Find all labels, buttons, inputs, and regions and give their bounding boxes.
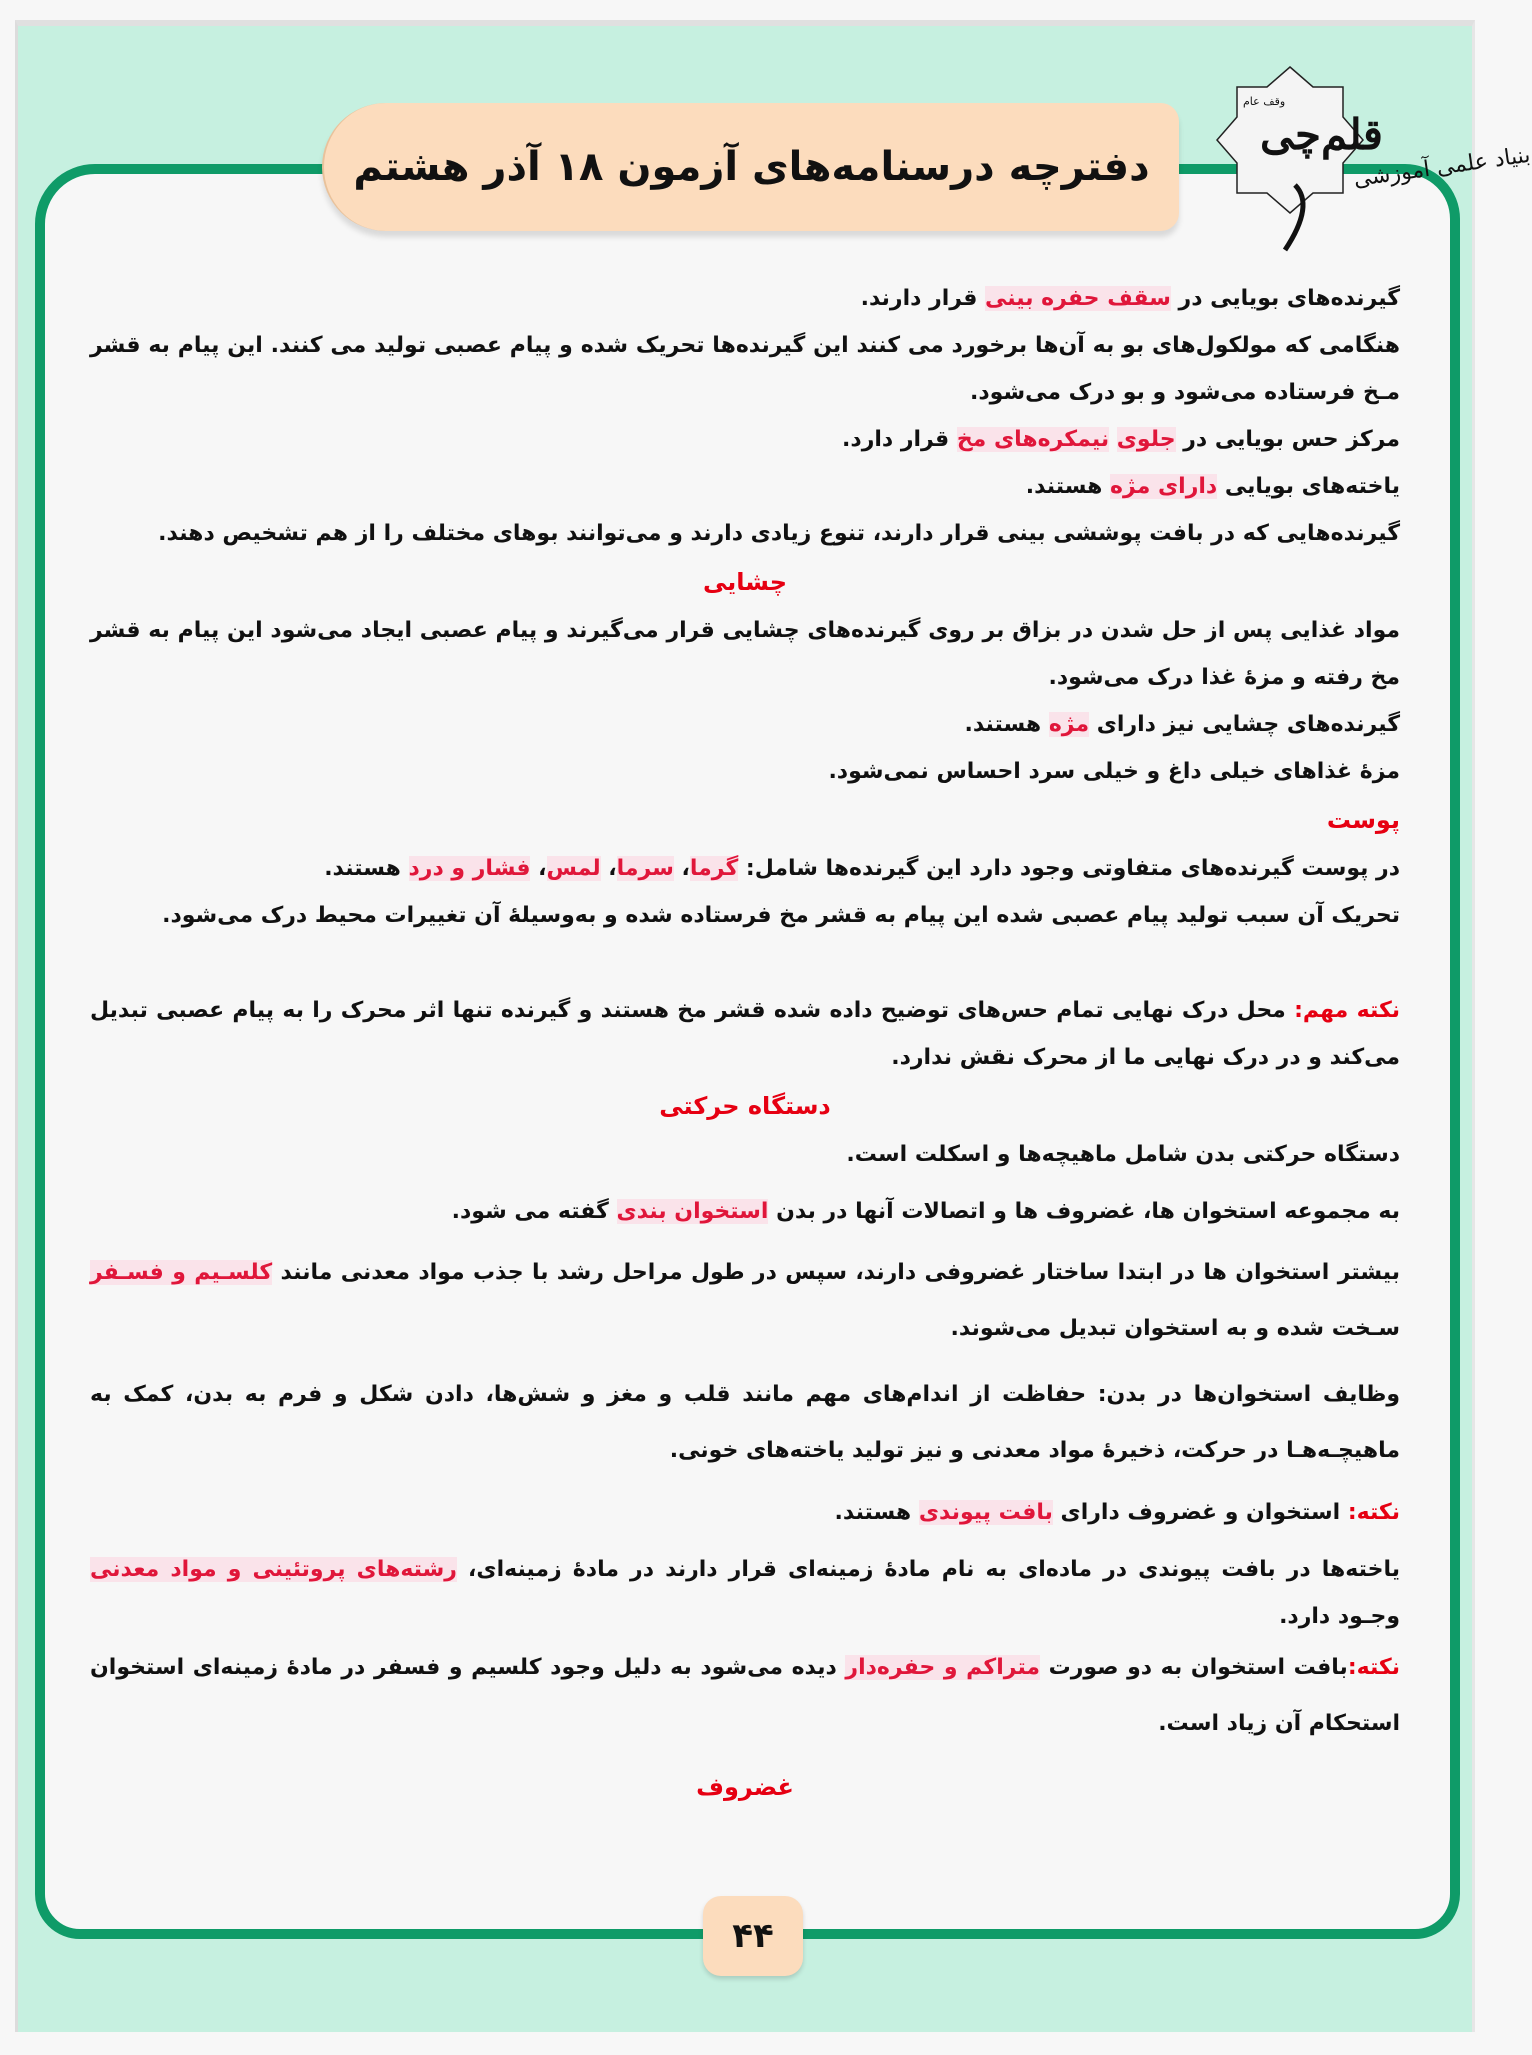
smell-paragraph-1: گیرنده‌های بویایی در سقف حفره بینی قرار دارند. bbox=[860, 286, 1400, 311]
smell-paragraph-4: یاخته‌های بویایی دارای مژه هستند. bbox=[1025, 474, 1400, 499]
highlight: نیمکره‌های مخ bbox=[956, 427, 1110, 452]
highlight: درد bbox=[408, 856, 444, 881]
heading-cartilage: غضروف bbox=[696, 1773, 794, 1801]
smell-paragraph-5: گیرنده‌هایی که در بافت پوششی بینی قرار دارند، تنوع زیادی دارند و می‌توانند بوهای مختلف را از هم تشخیص دهند. bbox=[158, 521, 1400, 546]
taste-paragraph-2: گیرنده‌های چشایی نیز دارای مژه هستند. bbox=[964, 712, 1400, 737]
heading-taste: چشایی bbox=[702, 568, 788, 596]
locomotion-paragraph-2: به مجموعه استخوان ها، غضروف ها و اتصالات آنها در بدن استخوان بندی گفته می شود. bbox=[451, 1199, 1400, 1224]
highlight: گرما bbox=[689, 856, 739, 881]
highlight: سرما bbox=[616, 856, 674, 881]
highlight: متراکم و حفره‌دار bbox=[845, 1655, 1041, 1680]
title-banner bbox=[322, 103, 1179, 231]
taste-paragraph-1: مواد غذایی پس از حل شدن در بزاق بر روی گیرنده‌های چشایی قرار می‌گیرند و پیام عصبی ایجاد می‌شود این پیام به قشر مخ رفته و مزهٔ غذا درک می‌شود. bbox=[90, 618, 1400, 690]
note-label: نکته: bbox=[1347, 1500, 1400, 1525]
page-number: ۴۴ bbox=[703, 1896, 803, 1976]
logo-sub: وقف عام bbox=[1243, 95, 1286, 108]
note-label: نکته مهم: bbox=[1294, 998, 1400, 1023]
highlight: دارای مژه bbox=[1110, 474, 1218, 499]
logo-brand: قلم‌چی bbox=[1260, 110, 1383, 159]
note-connective-tissue: نکته: استخوان و غضروف دارای بافت پیوندی هستند. bbox=[834, 1500, 1400, 1525]
important-note: نکته مهم: محل درک نهایی تمام حس‌های توضیح داده شده قشر مخ هستند و گیرنده تنها اثر محرک را به پیام عصبی تبدیل می‌کند و در درک نهایی ما از محرک نقش ندارد. bbox=[90, 998, 1400, 1070]
skin-paragraph-1: در پوست گیرنده‌های متفاوتی وجود دارد این گیرنده‌ها شامل: گرما، سرما، لمس، فشار و درد هستند. bbox=[324, 856, 1400, 881]
note-bone-tissue: نکته:بافت استخوان به دو صورت متراکم و حفره‌دار دیده می‌شود به دلیل وجود کلسیم و فسفر در مادهٔ زمینه‌ای استخوان استحکام آن زیاد است. bbox=[90, 1655, 1400, 1736]
highlight: لمس bbox=[546, 856, 601, 881]
smell-paragraph-3: مرکز حس بویایی در جلوی نیمکره‌های مخ قرار دارد. bbox=[842, 427, 1400, 452]
logo-tagline: بنیاد علمی آموزشی bbox=[1352, 142, 1532, 193]
lesson-content bbox=[90, 275, 1400, 1812]
highlight: کلسـیم و فسـفر bbox=[90, 1260, 273, 1285]
locomotion-paragraph-1: دستگاه حرکتی بدن شامل ماهیچه‌ها و اسکلت است. bbox=[846, 1142, 1400, 1167]
heading-skin: پوست bbox=[1326, 806, 1400, 834]
smell-paragraph-2: هنگامی که مولکول‌های بو به آن‌ها برخورد می کنند این گیرنده‌ها تحریک شده و پیام عصبی تولید می کنند. این پیام به قشر مـخ فرستاده می‌شود و بو درک می‌شود. bbox=[90, 333, 1400, 405]
highlight: فشار bbox=[472, 856, 531, 881]
page-title: دفترچه درسنامه‌های آزمون ۱۸ آذر هشتم bbox=[353, 144, 1150, 190]
highlight: استخوان بندی bbox=[616, 1199, 769, 1224]
highlight: سقف حفره بینی bbox=[985, 286, 1171, 311]
locomotion-paragraph-3: بیشتر استخوان ها در ابتدا ساختار غضروفی دارند، سپس در طول مراحل رشد با جذب مواد معدنی مانند کلسـیم و فسـفر سـخت شده و به استخوان تبدیل می‌شوند. bbox=[90, 1260, 1400, 1341]
taste-paragraph-3: مزهٔ غذاهای خیلی داغ و خیلی سرد احساس نمی‌شود. bbox=[828, 759, 1400, 784]
highlight: رشته‌های پروتئینی و مواد معدنی bbox=[90, 1557, 457, 1582]
heading-locomotion: دستگاه حرکتی bbox=[659, 1092, 831, 1120]
highlight: جلوی bbox=[1116, 427, 1176, 452]
note-label: نکته: bbox=[1347, 1655, 1400, 1680]
skin-paragraph-2: تحریک آن سبب تولید پیام عصبی شده این پیام به قشر مخ فرستاده شده و به‌وسیلهٔ آن تغییرات محیط درک می‌شود. bbox=[162, 903, 1400, 928]
locomotion-paragraph-5: یاخته‌ها در بافت پیوندی در ماده‌ای به نام مادهٔ زمینه‌ای قرار دارند در مادهٔ زمینه‌ای، رشته‌های پروتئینی و مواد معدنی وجـود دارد. bbox=[90, 1557, 1400, 1629]
highlight: بافت پیوندی bbox=[918, 1500, 1053, 1525]
publisher-logo bbox=[1185, 55, 1532, 245]
highlight: مژه bbox=[1048, 712, 1090, 737]
locomotion-paragraph-4: وظایف استخوان‌ها در بدن: حفاظت از اندام‌های مهم مانند قلب و مغز و شش‌ها، دادن شکل و فرم به بدن، کمک به ماهیچـه‌هـا در حرکت، ذخیرهٔ مواد معدنی و نیز تولید یاخته‌های خونی. bbox=[90, 1382, 1400, 1463]
